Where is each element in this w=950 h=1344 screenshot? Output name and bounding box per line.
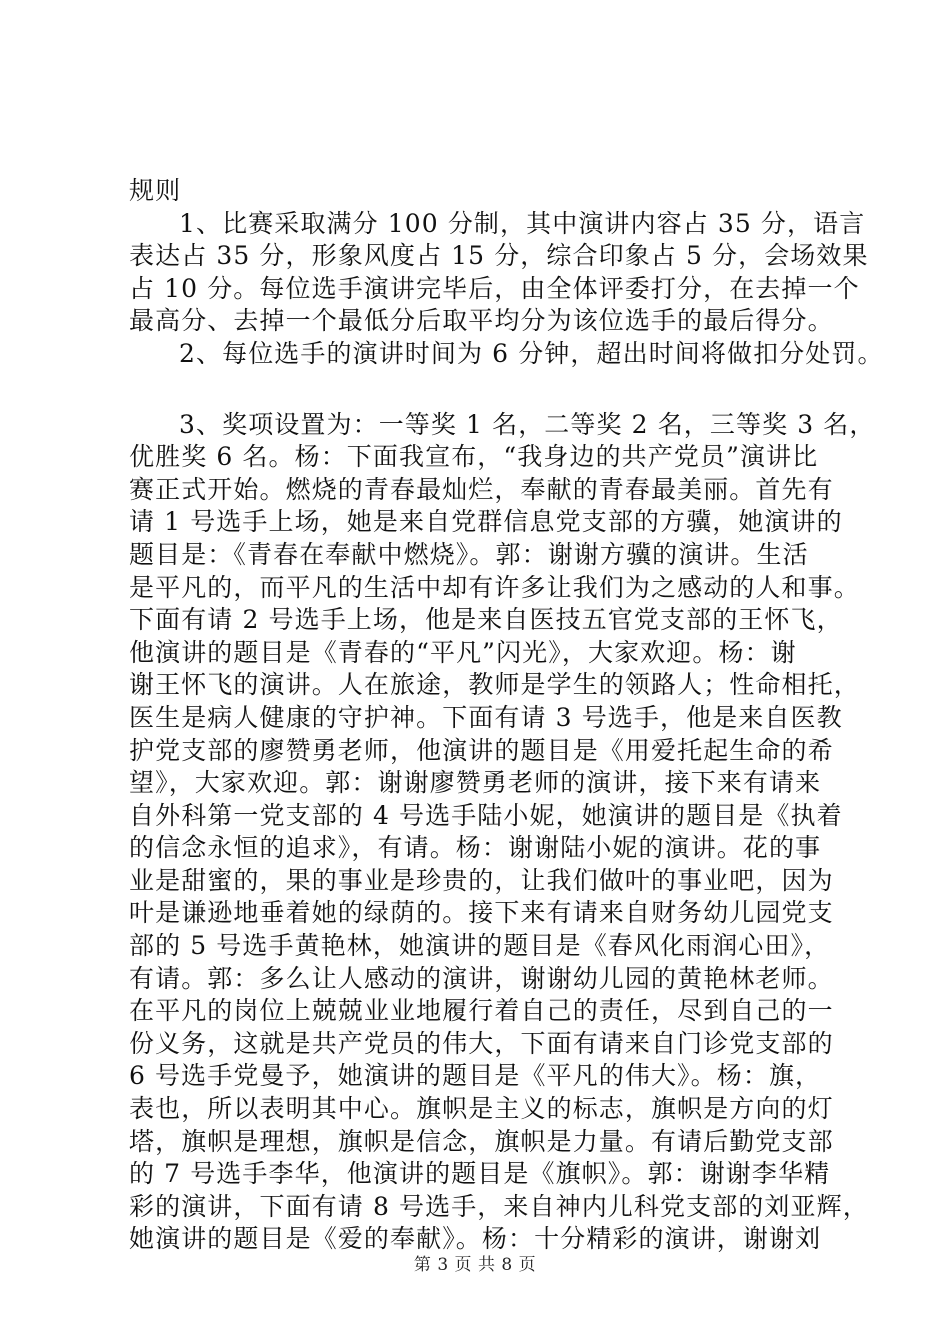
paragraph-line: 份义务，这就是共产党员的伟大，下面有请来自门诊党支部的: [129, 1028, 834, 1058]
paragraph-line: 3、奖项设置为：一等奖 1 名，二等奖 2 名，三等奖 3 名，: [179, 409, 876, 439]
paragraph-line: 6 号选手党曼予，她演讲的题目是《平凡的伟大》。杨：旗，: [129, 1061, 822, 1091]
paragraph-line: 优胜奖 6 名。杨：下面我宣布，“我身边的共产党员”演讲比: [129, 442, 819, 472]
paragraph-line: 题目是：《青春在奉献中燃烧》。郭：谢谢方骥的演讲。生活: [129, 539, 809, 569]
paragraph-line: 是平凡的，而平凡的生活中却有许多让我们为之感动的人和事。: [129, 572, 860, 602]
paragraph-spacer: [129, 371, 831, 409]
paragraph-line: 下面有请 2 号选手上场，他是来自医技五官党支部的王怀飞，: [129, 605, 843, 635]
paragraph-line: 的 7 号选手李华，他演讲的题目是《旗帜》。郭：谢谢李华精: [129, 1159, 831, 1189]
paragraph-line: 2、每位选手的演讲时间为 6 分钟，超出时间将做扣分处罚。: [179, 338, 884, 368]
paragraph-line: 业是甜蜜的，果的事业是珍贵的，让我们做叶的事业吧，因为: [129, 865, 834, 895]
paragraph-line: 表达占 35 分，形象风度占 15 分，综合印象占 5 分，会场效果: [129, 241, 869, 271]
paragraph-line: 表也，所以表明其中心。旗帜是主义的标志，旗帜是方向的灯: [129, 1094, 834, 1124]
paragraph-line: 彩的演讲，下面有请 8 号选手，来自神内儿科党支部的刘亚辉，: [129, 1191, 869, 1221]
paragraph-line: 有请。郭：多么让人感动的演讲，谢谢幼儿园的黄艳林老师。: [129, 963, 834, 993]
paragraph-line: 请 1 号选手上场，她是来自党群信息党支部的方骥，她演讲的: [129, 507, 843, 537]
document-body: [129, 175, 884, 1256]
paragraph-line: 的信念永恒的追求》，有请。杨：谢谢陆小妮的演讲。花的事: [129, 833, 822, 863]
paragraph-line: 叶是谦逊地垂着她的绿荫的。接下来有请来自财务幼儿园党支: [129, 898, 834, 928]
paragraph-line: 医生是病人健康的守护神。下面有请 3 号选手，他是来自医教: [129, 702, 843, 732]
paragraph-line: 占 10 分。每位选手演讲完毕后，由全体评委打分，在去掉一个: [129, 273, 860, 303]
paragraph-line: 他演讲的题目是《青春的“平凡”闪光》，大家欢迎。杨：谢: [129, 637, 797, 667]
paragraph-line: 在平凡的岗位上兢兢业业地履行着自己的责任，尽到自己的一: [129, 996, 834, 1026]
paragraph-line: 望》，大家欢迎。郭：谢谢廖赞勇老师的演讲，接下来有请来: [129, 768, 822, 798]
paragraph-line: 谢王怀飞的演讲。人在旅途，教师是学生的领路人；性命相托，: [129, 670, 860, 700]
section-heading: 规则: [129, 176, 182, 205]
page-footer: 第 3 页 共 8 页: [413, 1255, 537, 1275]
paragraph-line: 赛正式开始。燃烧的青春最灿烂，奉献的青春最美丽。首先有: [129, 474, 834, 504]
paragraph-line: 塔，旗帜是理想，旗帜是信念，旗帜是力量。有请后勤党支部: [129, 1126, 834, 1156]
paragraph-line: 自外科第一党支部的 4 号选手陆小妮，她演讲的题目是《执着: [129, 800, 843, 830]
paragraph-line: 1、比赛采取满分 100 分制，其中演讲内容占 35 分，语言: [179, 208, 866, 238]
paragraph-line: 她演讲的题目是《爱的奉献》。杨：十分精彩的演讲，谢谢刘: [129, 1224, 822, 1254]
paragraph-line: 最高分、去掉一个最低分后取平均分为该位选手的最后得分。: [129, 306, 834, 336]
paragraph-line: 部的 5 号选手黄艳林，她演讲的题目是《春风化雨润心田》，: [129, 931, 831, 961]
paragraph-line: 护党支部的廖赞勇老师，他演讲的题目是《用爱托起生命的希: [129, 735, 834, 765]
